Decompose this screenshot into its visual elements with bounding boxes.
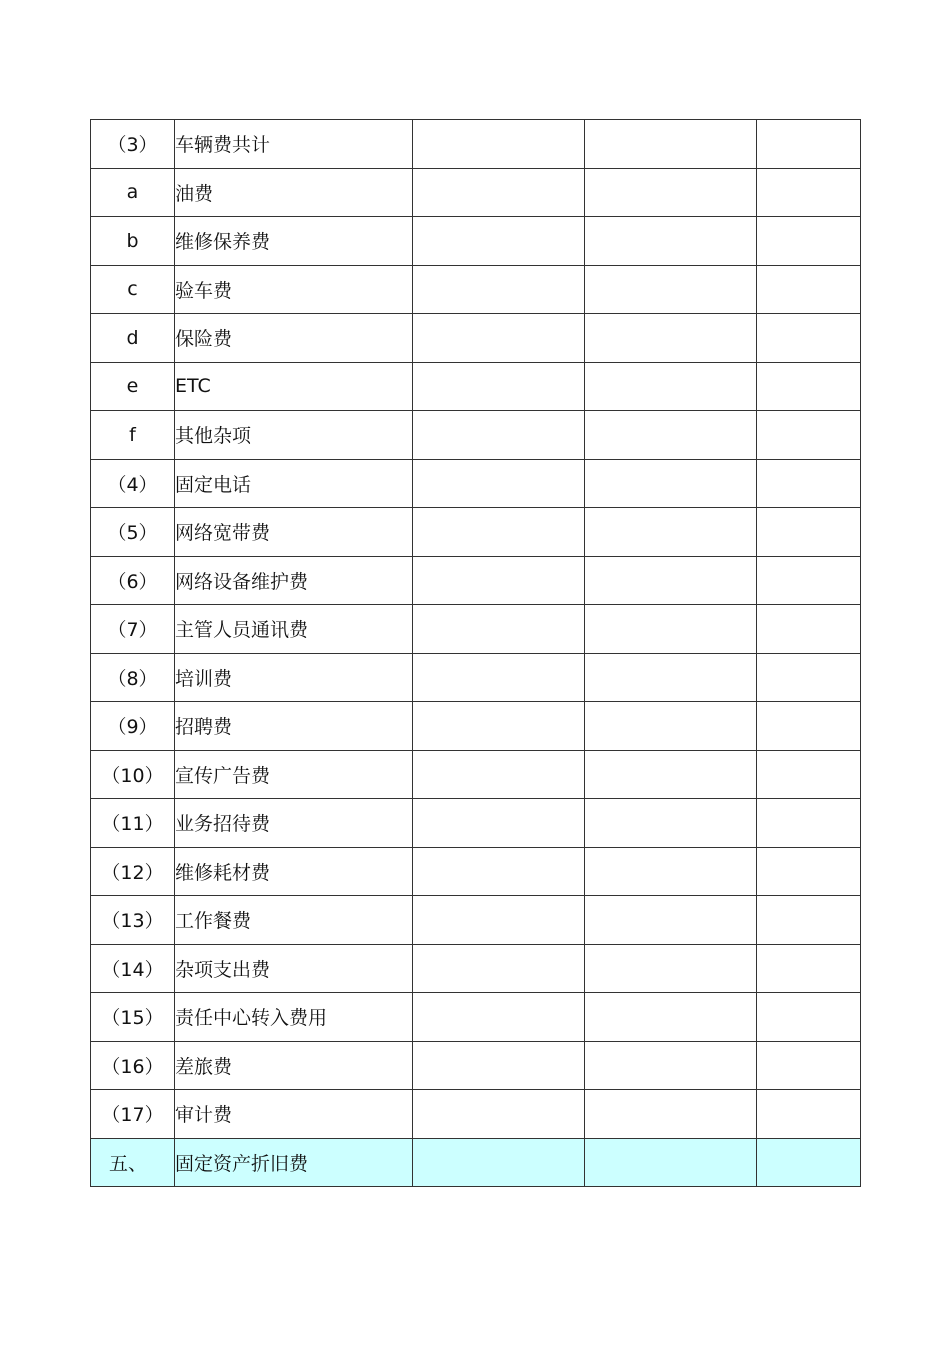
row-value-cell-3 <box>757 314 861 363</box>
row-item-name-cell: 其他杂项 <box>175 411 413 460</box>
row-value-cell-1 <box>413 702 585 751</box>
row-item-name-cell: 维修耗材费 <box>175 847 413 896</box>
row-value-cell-3 <box>757 847 861 896</box>
row-index-cell: （14） <box>91 944 175 993</box>
row-value-cell-2 <box>585 556 757 605</box>
row-value-cell-3 <box>757 653 861 702</box>
row-value-cell-2 <box>585 750 757 799</box>
row-value-cell-2 <box>585 1138 757 1187</box>
row-index-cell: 五、 <box>91 1138 175 1187</box>
row-item-name-cell: 业务招待费 <box>175 799 413 848</box>
row-item-name-cell: 维修保养费 <box>175 217 413 266</box>
row-item-name-cell: 招聘费 <box>175 702 413 751</box>
row-value-cell-1 <box>413 896 585 945</box>
row-value-cell-1 <box>413 217 585 266</box>
table-row <box>91 993 861 1042</box>
row-value-cell-2 <box>585 993 757 1042</box>
row-value-cell-2 <box>585 1090 757 1139</box>
table-row <box>91 847 861 896</box>
row-value-cell-1 <box>413 799 585 848</box>
row-index-cell: d <box>91 314 175 363</box>
row-item-name-cell: 油费 <box>175 168 413 217</box>
table-row <box>91 314 861 363</box>
row-item-name-cell: 差旅费 <box>175 1041 413 1090</box>
row-value-cell-1 <box>413 1138 585 1187</box>
row-value-cell-2 <box>585 120 757 169</box>
row-item-name-cell: 保险费 <box>175 314 413 363</box>
table-row <box>91 120 861 169</box>
row-value-cell-1 <box>413 314 585 363</box>
row-index-cell: （4） <box>91 459 175 508</box>
row-value-cell-3 <box>757 605 861 654</box>
row-index-cell: （12） <box>91 847 175 896</box>
row-value-cell-3 <box>757 217 861 266</box>
table-row <box>91 605 861 654</box>
row-item-name-cell: 培训费 <box>175 653 413 702</box>
row-value-cell-3 <box>757 1041 861 1090</box>
row-index-cell: （16） <box>91 1041 175 1090</box>
row-value-cell-3 <box>757 265 861 314</box>
row-index-cell: （7） <box>91 605 175 654</box>
row-value-cell-2 <box>585 847 757 896</box>
table-row <box>91 168 861 217</box>
row-value-cell-3 <box>757 750 861 799</box>
row-value-cell-3 <box>757 411 861 460</box>
row-value-cell-1 <box>413 556 585 605</box>
row-item-name-cell: 车辆费共计 <box>175 120 413 169</box>
row-value-cell-3 <box>757 944 861 993</box>
row-index-cell: a <box>91 168 175 217</box>
row-index-cell: c <box>91 265 175 314</box>
row-index-cell: e <box>91 362 175 411</box>
row-index-cell: （10） <box>91 750 175 799</box>
expense-table <box>90 119 861 1187</box>
row-value-cell-2 <box>585 508 757 557</box>
row-value-cell-3 <box>757 459 861 508</box>
row-index-cell: f <box>91 411 175 460</box>
row-index-cell: （3） <box>91 120 175 169</box>
row-index-cell: （9） <box>91 702 175 751</box>
row-value-cell-2 <box>585 605 757 654</box>
row-item-name-cell: 责任中心转入费用 <box>175 993 413 1042</box>
row-value-cell-3 <box>757 799 861 848</box>
row-value-cell-2 <box>585 168 757 217</box>
row-value-cell-3 <box>757 508 861 557</box>
row-value-cell-1 <box>413 508 585 557</box>
row-value-cell-2 <box>585 362 757 411</box>
row-item-name-cell: 审计费 <box>175 1090 413 1139</box>
row-index-cell: （13） <box>91 896 175 945</box>
row-index-cell: （8） <box>91 653 175 702</box>
row-value-cell-3 <box>757 168 861 217</box>
table-row <box>91 459 861 508</box>
table-row <box>91 944 861 993</box>
row-value-cell-3 <box>757 1090 861 1139</box>
table-row <box>91 556 861 605</box>
row-item-name-cell: 固定电话 <box>175 459 413 508</box>
row-index-cell: （17） <box>91 1090 175 1139</box>
row-index-cell: （11） <box>91 799 175 848</box>
row-value-cell-1 <box>413 605 585 654</box>
table-row <box>91 508 861 557</box>
row-value-cell-3 <box>757 1138 861 1187</box>
row-index-cell: （5） <box>91 508 175 557</box>
row-item-name-cell: 工作餐费 <box>175 896 413 945</box>
row-index-cell: （15） <box>91 993 175 1042</box>
table-row <box>91 799 861 848</box>
table-row <box>91 1090 861 1139</box>
row-value-cell-2 <box>585 799 757 848</box>
table-row <box>91 653 861 702</box>
row-value-cell-2 <box>585 217 757 266</box>
row-item-name-cell: 杂项支出费 <box>175 944 413 993</box>
table-row <box>91 750 861 799</box>
row-value-cell-2 <box>585 459 757 508</box>
row-value-cell-1 <box>413 168 585 217</box>
row-value-cell-1 <box>413 459 585 508</box>
table-row <box>91 896 861 945</box>
row-item-name-cell: 网络设备维护费 <box>175 556 413 605</box>
row-value-cell-1 <box>413 411 585 460</box>
row-value-cell-2 <box>585 265 757 314</box>
row-value-cell-1 <box>413 362 585 411</box>
row-value-cell-2 <box>585 944 757 993</box>
row-value-cell-1 <box>413 1041 585 1090</box>
row-value-cell-1 <box>413 847 585 896</box>
row-index-cell: （6） <box>91 556 175 605</box>
row-value-cell-1 <box>413 750 585 799</box>
row-item-name-cell: ETC <box>175 362 413 411</box>
row-value-cell-1 <box>413 944 585 993</box>
table-row <box>91 702 861 751</box>
row-item-name-cell: 主管人员通讯费 <box>175 605 413 654</box>
row-value-cell-2 <box>585 896 757 945</box>
row-value-cell-3 <box>757 120 861 169</box>
row-value-cell-1 <box>413 993 585 1042</box>
row-value-cell-2 <box>585 702 757 751</box>
row-value-cell-3 <box>757 556 861 605</box>
table-row <box>91 1138 861 1187</box>
table-row <box>91 362 861 411</box>
row-value-cell-2 <box>585 314 757 363</box>
row-index-cell: b <box>91 217 175 266</box>
row-value-cell-3 <box>757 362 861 411</box>
table-row <box>91 217 861 266</box>
row-value-cell-2 <box>585 653 757 702</box>
row-item-name-cell: 宣传广告费 <box>175 750 413 799</box>
table-row <box>91 411 861 460</box>
row-item-name-cell: 验车费 <box>175 265 413 314</box>
row-item-name-cell: 固定资产折旧费 <box>175 1138 413 1187</box>
row-value-cell-1 <box>413 1090 585 1139</box>
row-value-cell-2 <box>585 411 757 460</box>
expense-sheet <box>90 119 860 1187</box>
table-body <box>91 120 861 1187</box>
row-value-cell-3 <box>757 702 861 751</box>
row-value-cell-2 <box>585 1041 757 1090</box>
row-value-cell-1 <box>413 265 585 314</box>
row-value-cell-1 <box>413 653 585 702</box>
table-row <box>91 265 861 314</box>
row-value-cell-3 <box>757 896 861 945</box>
row-item-name-cell: 网络宽带费 <box>175 508 413 557</box>
table-row <box>91 1041 861 1090</box>
row-value-cell-1 <box>413 120 585 169</box>
row-value-cell-3 <box>757 993 861 1042</box>
